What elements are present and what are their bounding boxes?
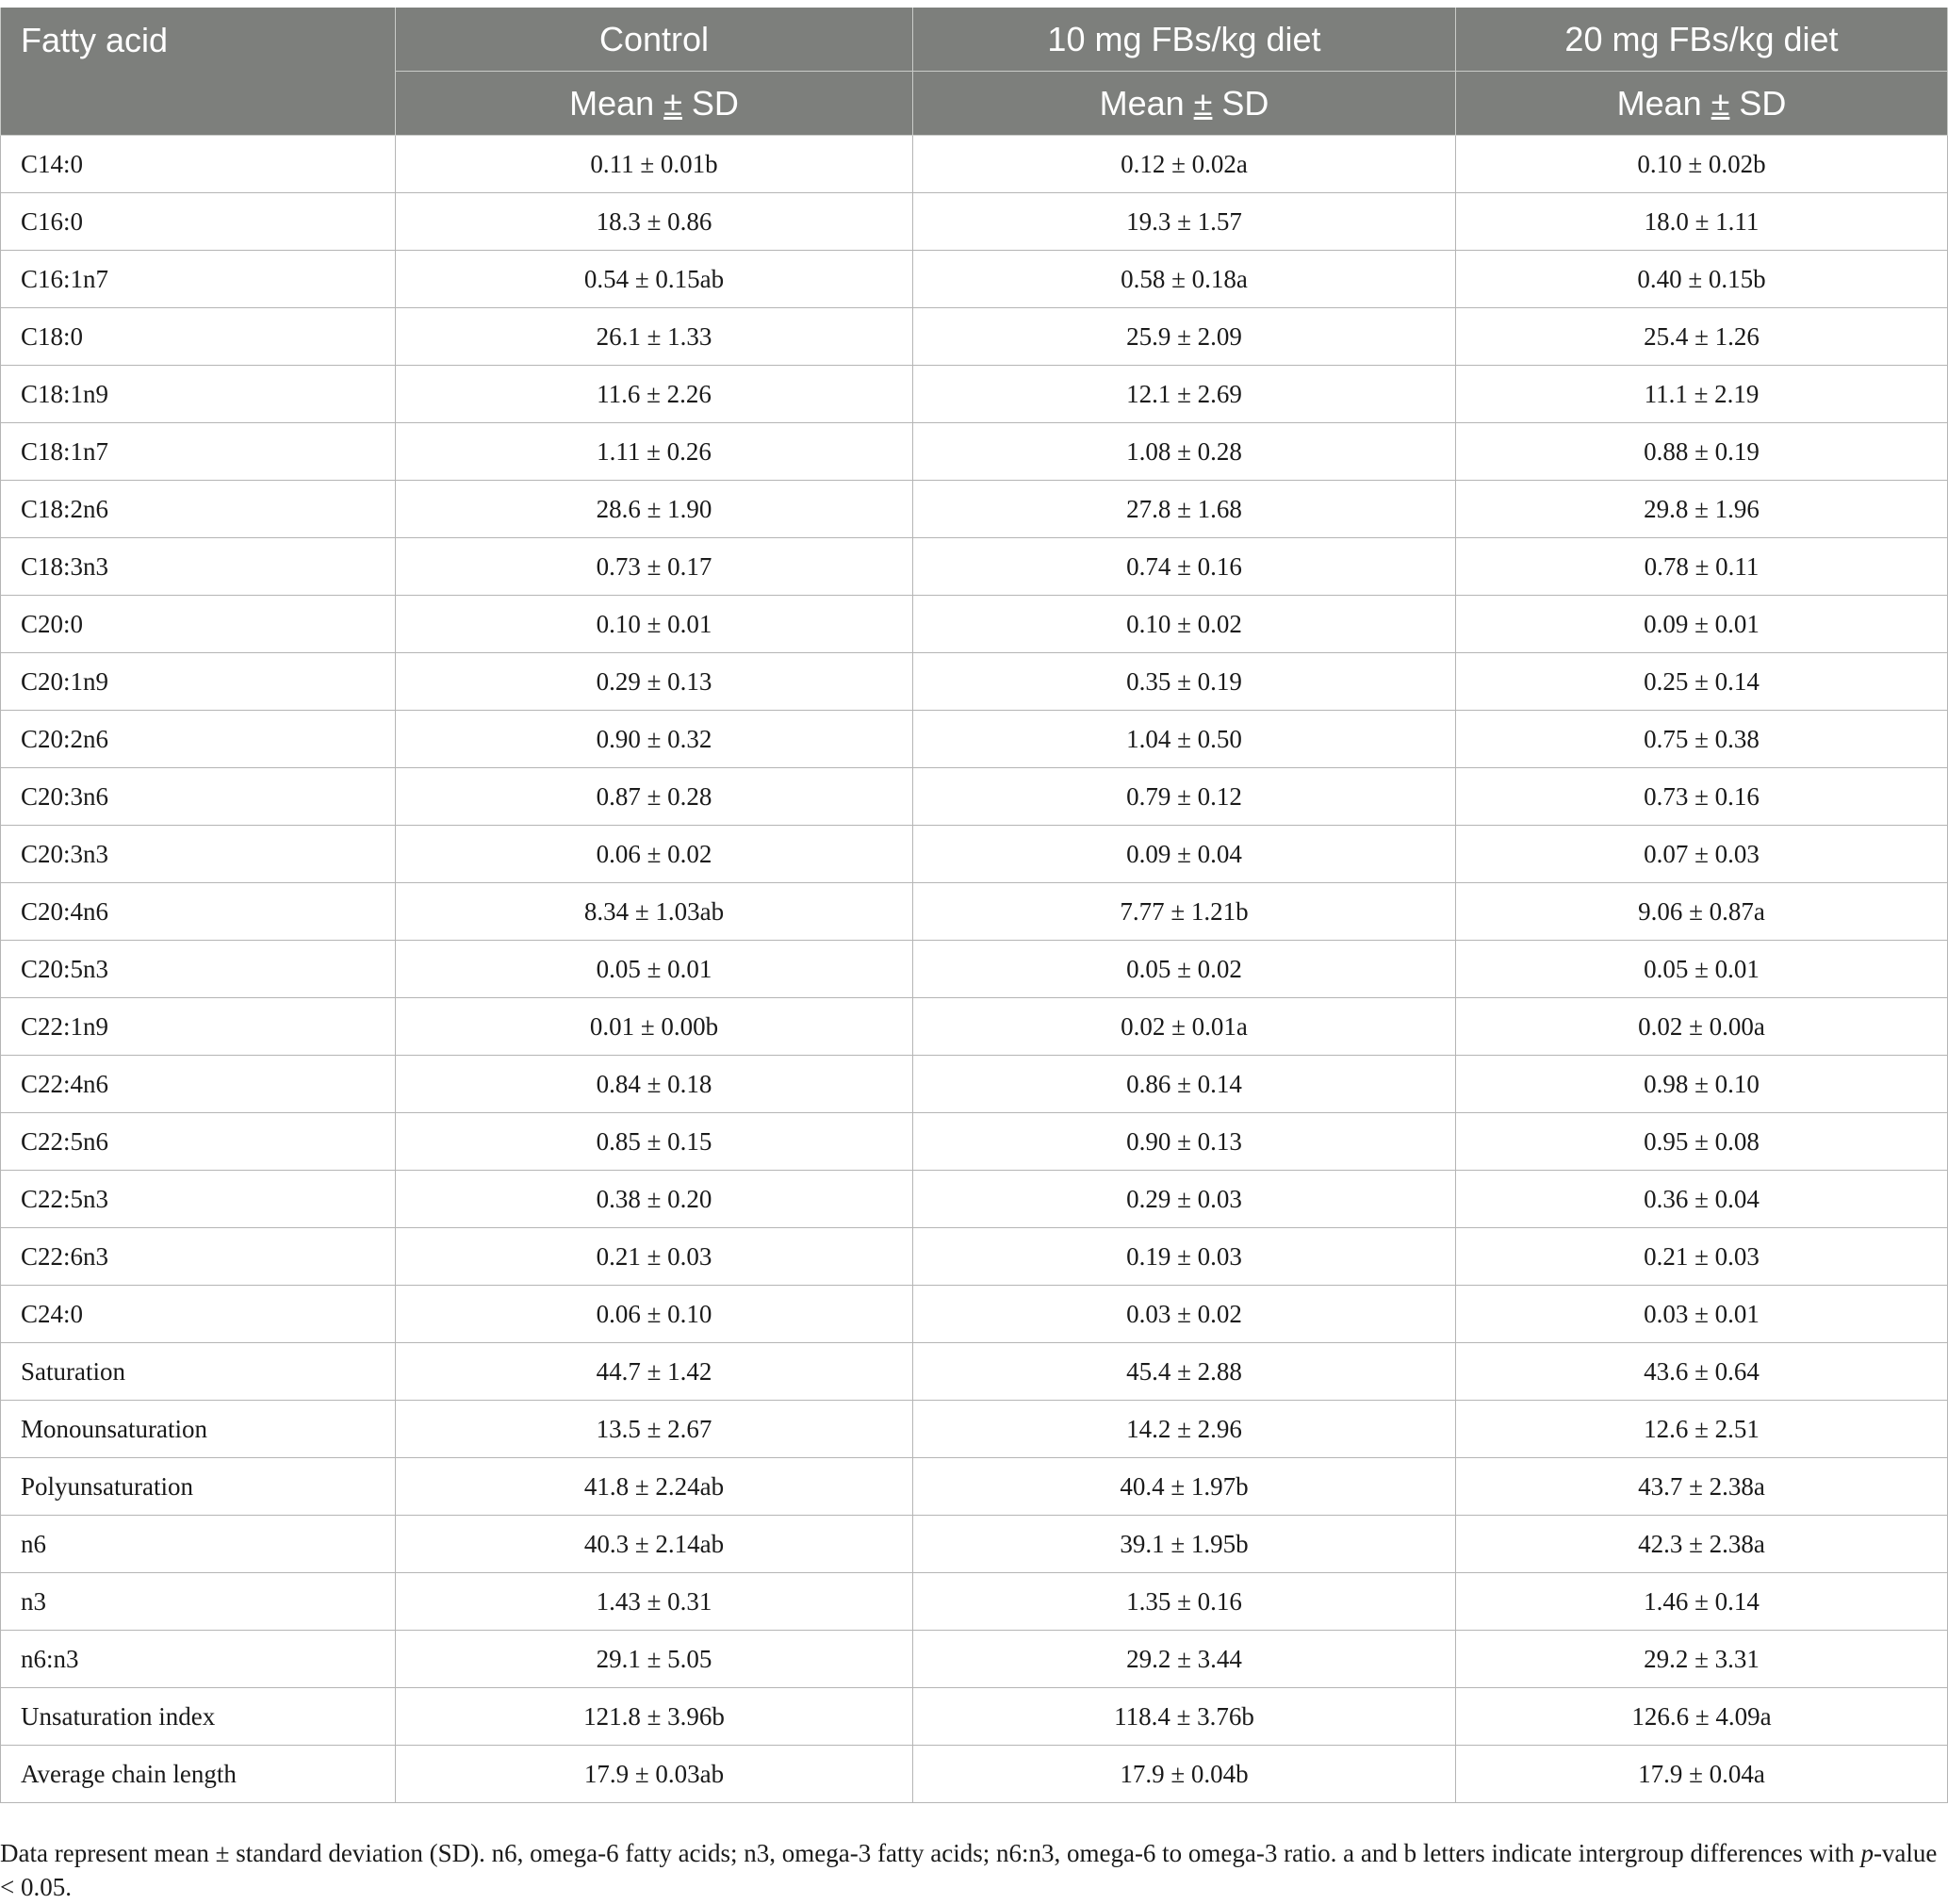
- value-cell: 19.3 ± 1.57: [913, 193, 1456, 251]
- value-cell: 0.79 ± 0.12: [913, 768, 1456, 826]
- table-row: [1, 1516, 1948, 1573]
- row-label: C20:1n9: [1, 653, 396, 711]
- row-label: Average chain length: [1, 1746, 396, 1803]
- table-row: [1, 768, 1948, 826]
- value-cell: 42.3 ± 2.38a: [1456, 1516, 1948, 1573]
- value-cell: 0.87 ± 0.28: [396, 768, 913, 826]
- table-row: [1, 826, 1948, 883]
- table-row: [1, 1171, 1948, 1228]
- value-cell: 0.11 ± 0.01b: [396, 136, 913, 193]
- value-cell: 1.46 ± 0.14: [1456, 1573, 1948, 1631]
- value-cell: 0.29 ± 0.03: [913, 1171, 1456, 1228]
- table-row: [1, 711, 1948, 768]
- table-row: [1, 136, 1948, 193]
- value-cell: 0.06 ± 0.02: [396, 826, 913, 883]
- value-cell: 17.9 ± 0.04b: [913, 1746, 1456, 1803]
- row-label: n6:n3: [1, 1631, 396, 1688]
- value-cell: 0.86 ± 0.14: [913, 1056, 1456, 1113]
- value-cell: 39.1 ± 1.95b: [913, 1516, 1456, 1573]
- row-label: C18:1n9: [1, 366, 396, 423]
- fatty-acid-table-container: [0, 8, 1948, 1803]
- row-label: C22:5n3: [1, 1171, 396, 1228]
- value-cell: 11.1 ± 2.19: [1456, 366, 1948, 423]
- value-cell: 1.43 ± 0.31: [396, 1573, 913, 1631]
- value-cell: 25.4 ± 1.26: [1456, 308, 1948, 366]
- table-row: [1, 653, 1948, 711]
- value-cell: 0.74 ± 0.16: [913, 538, 1456, 596]
- table-row: [1, 1688, 1948, 1746]
- row-label: C20:0: [1, 596, 396, 653]
- row-label: C20:3n6: [1, 768, 396, 826]
- value-cell: 0.98 ± 0.10: [1456, 1056, 1948, 1113]
- value-cell: 0.88 ± 0.19: [1456, 423, 1948, 481]
- table-row: [1, 596, 1948, 653]
- table-row: [1, 193, 1948, 251]
- stat-pm-symbol: ±: [663, 83, 682, 123]
- table-row: [1, 1458, 1948, 1516]
- value-cell: 0.58 ± 0.18a: [913, 251, 1456, 308]
- stat-sd-label: SD: [681, 83, 739, 123]
- table-row: [1, 1343, 1948, 1401]
- value-cell: 0.02 ± 0.01a: [913, 998, 1456, 1056]
- value-cell: 41.8 ± 2.24ab: [396, 1458, 913, 1516]
- table-row: [1, 998, 1948, 1056]
- value-cell: 9.06 ± 0.87a: [1456, 883, 1948, 941]
- row-label: C24:0: [1, 1286, 396, 1343]
- stat-sd-label: SD: [1729, 83, 1787, 123]
- table-row: [1, 1746, 1948, 1803]
- value-cell: 29.2 ± 3.31: [1456, 1631, 1948, 1688]
- value-cell: 0.73 ± 0.17: [396, 538, 913, 596]
- value-cell: 0.84 ± 0.18: [396, 1056, 913, 1113]
- table-row: [1, 1056, 1948, 1113]
- table-row: [1, 1286, 1948, 1343]
- value-cell: 17.9 ± 0.03ab: [396, 1746, 913, 1803]
- value-cell: 0.02 ± 0.00a: [1456, 998, 1948, 1056]
- value-cell: 0.12 ± 0.02a: [913, 136, 1456, 193]
- fatty-acid-table: [0, 8, 1948, 1803]
- value-cell: 0.19 ± 0.03: [913, 1228, 1456, 1286]
- value-cell: 0.90 ± 0.32: [396, 711, 913, 768]
- value-cell: 12.6 ± 2.51: [1456, 1401, 1948, 1458]
- table-row: [1, 251, 1948, 308]
- header-group-10mg: 10 mg FBs/kg diet: [913, 8, 1456, 72]
- value-cell: 18.0 ± 1.11: [1456, 193, 1948, 251]
- row-label: C16:1n7: [1, 251, 396, 308]
- value-cell: 0.38 ± 0.20: [396, 1171, 913, 1228]
- stat-pm-symbol: ±: [1193, 83, 1213, 123]
- header-group-control: Control: [396, 8, 913, 72]
- header-stat-control: [396, 72, 913, 136]
- row-label: C20:2n6: [1, 711, 396, 768]
- header-stat-20mg: [1456, 72, 1948, 136]
- value-cell: 0.90 ± 0.13: [913, 1113, 1456, 1171]
- row-label: C18:0: [1, 308, 396, 366]
- header-fatty-acid: Fatty acid: [1, 8, 396, 136]
- value-cell: 45.4 ± 2.88: [913, 1343, 1456, 1401]
- table-row: [1, 366, 1948, 423]
- value-cell: 0.85 ± 0.15: [396, 1113, 913, 1171]
- value-cell: 18.3 ± 0.86: [396, 193, 913, 251]
- table-row: [1, 1573, 1948, 1631]
- row-label: Saturation: [1, 1343, 396, 1401]
- value-cell: 28.6 ± 1.90: [396, 481, 913, 538]
- row-label: C20:3n3: [1, 826, 396, 883]
- row-label: Unsaturation index: [1, 1688, 396, 1746]
- table-body: [1, 136, 1948, 1803]
- value-cell: 0.01 ± 0.00b: [396, 998, 913, 1056]
- value-cell: 0.25 ± 0.14: [1456, 653, 1948, 711]
- value-cell: 118.4 ± 3.76b: [913, 1688, 1456, 1746]
- header-stat-10mg: [913, 72, 1456, 136]
- row-label: C20:4n6: [1, 883, 396, 941]
- row-label: C20:5n3: [1, 941, 396, 998]
- value-cell: 12.1 ± 2.69: [913, 366, 1456, 423]
- table-row: [1, 308, 1948, 366]
- row-label: Monounsaturation: [1, 1401, 396, 1458]
- footnote-text-end: -value < 0.05.: [0, 1839, 1938, 1901]
- value-cell: 14.2 ± 2.96: [913, 1401, 1456, 1458]
- table-row: [1, 1631, 1948, 1688]
- value-cell: 27.8 ± 1.68: [913, 481, 1456, 538]
- value-cell: 29.2 ± 3.44: [913, 1631, 1456, 1688]
- value-cell: 0.29 ± 0.13: [396, 653, 913, 711]
- value-cell: 1.04 ± 0.50: [913, 711, 1456, 768]
- table-row: [1, 481, 1948, 538]
- value-cell: 0.21 ± 0.03: [1456, 1228, 1948, 1286]
- value-cell: 25.9 ± 2.09: [913, 308, 1456, 366]
- row-label: C22:1n9: [1, 998, 396, 1056]
- value-cell: 0.03 ± 0.02: [913, 1286, 1456, 1343]
- value-cell: 0.75 ± 0.38: [1456, 711, 1948, 768]
- value-cell: 0.40 ± 0.15b: [1456, 251, 1948, 308]
- row-label: C18:3n3: [1, 538, 396, 596]
- value-cell: 43.6 ± 0.64: [1456, 1343, 1948, 1401]
- table-footnote: [0, 1836, 1941, 1904]
- value-cell: 0.10 ± 0.01: [396, 596, 913, 653]
- row-label: C22:5n6: [1, 1113, 396, 1171]
- table-row: [1, 538, 1948, 596]
- table-header: [1, 8, 1948, 136]
- value-cell: 13.5 ± 2.67: [396, 1401, 913, 1458]
- value-cell: 0.78 ± 0.11: [1456, 538, 1948, 596]
- row-label: Polyunsaturation: [1, 1458, 396, 1516]
- row-label: C16:0: [1, 193, 396, 251]
- value-cell: 0.10 ± 0.02b: [1456, 136, 1948, 193]
- value-cell: 126.6 ± 4.09a: [1456, 1688, 1948, 1746]
- value-cell: 0.54 ± 0.15ab: [396, 251, 913, 308]
- value-cell: 0.05 ± 0.01: [1456, 941, 1948, 998]
- stat-mean-label: Mean: [1099, 83, 1194, 123]
- value-cell: 8.34 ± 1.03ab: [396, 883, 913, 941]
- value-cell: 0.06 ± 0.10: [396, 1286, 913, 1343]
- row-label: C22:6n3: [1, 1228, 396, 1286]
- stat-sd-label: SD: [1212, 83, 1269, 123]
- value-cell: 0.35 ± 0.19: [913, 653, 1456, 711]
- header-row-groups: [1, 8, 1948, 72]
- value-cell: 1.08 ± 0.28: [913, 423, 1456, 481]
- value-cell: 121.8 ± 3.96b: [396, 1688, 913, 1746]
- value-cell: 0.05 ± 0.01: [396, 941, 913, 998]
- value-cell: 1.35 ± 0.16: [913, 1573, 1456, 1631]
- value-cell: 0.09 ± 0.04: [913, 826, 1456, 883]
- table-row: [1, 883, 1948, 941]
- value-cell: 0.05 ± 0.02: [913, 941, 1456, 998]
- footnote-italic-p: p: [1860, 1839, 1874, 1867]
- value-cell: 7.77 ± 1.21b: [913, 883, 1456, 941]
- table-row: [1, 1228, 1948, 1286]
- stat-mean-label: Mean: [569, 83, 664, 123]
- stat-pm-symbol: ±: [1711, 83, 1730, 123]
- value-cell: 0.09 ± 0.01: [1456, 596, 1948, 653]
- table-row: [1, 941, 1948, 998]
- value-cell: 43.7 ± 2.38a: [1456, 1458, 1948, 1516]
- value-cell: 29.8 ± 1.96: [1456, 481, 1948, 538]
- value-cell: 26.1 ± 1.33: [396, 308, 913, 366]
- value-cell: 44.7 ± 1.42: [396, 1343, 913, 1401]
- row-label: C14:0: [1, 136, 396, 193]
- table-row: [1, 423, 1948, 481]
- value-cell: 0.95 ± 0.08: [1456, 1113, 1948, 1171]
- value-cell: 0.73 ± 0.16: [1456, 768, 1948, 826]
- value-cell: 40.4 ± 1.97b: [913, 1458, 1456, 1516]
- value-cell: 0.36 ± 0.04: [1456, 1171, 1948, 1228]
- footnote-text: Data represent mean ± standard deviation (SD). n6, omega-6 fatty acids; n3, omega-3 fatty acids; n6:n3, omega-6 to omega-3 ratio. a and b letters indicate intergroup differences with: [0, 1839, 1861, 1867]
- value-cell: 17.9 ± 0.04a: [1456, 1746, 1948, 1803]
- value-cell: 0.10 ± 0.02: [913, 596, 1456, 653]
- row-label: C18:2n6: [1, 481, 396, 538]
- value-cell: 40.3 ± 2.14ab: [396, 1516, 913, 1573]
- value-cell: 1.11 ± 0.26: [396, 423, 913, 481]
- row-label: n3: [1, 1573, 396, 1631]
- row-label: n6: [1, 1516, 396, 1573]
- row-label: C18:1n7: [1, 423, 396, 481]
- stat-mean-label: Mean: [1616, 83, 1711, 123]
- table-row: [1, 1401, 1948, 1458]
- value-cell: 0.21 ± 0.03: [396, 1228, 913, 1286]
- header-group-20mg: 20 mg FBs/kg diet: [1456, 8, 1948, 72]
- row-label: C22:4n6: [1, 1056, 396, 1113]
- value-cell: 0.07 ± 0.03: [1456, 826, 1948, 883]
- table-row: [1, 1113, 1948, 1171]
- value-cell: 0.03 ± 0.01: [1456, 1286, 1948, 1343]
- value-cell: 11.6 ± 2.26: [396, 366, 913, 423]
- value-cell: 29.1 ± 5.05: [396, 1631, 913, 1688]
